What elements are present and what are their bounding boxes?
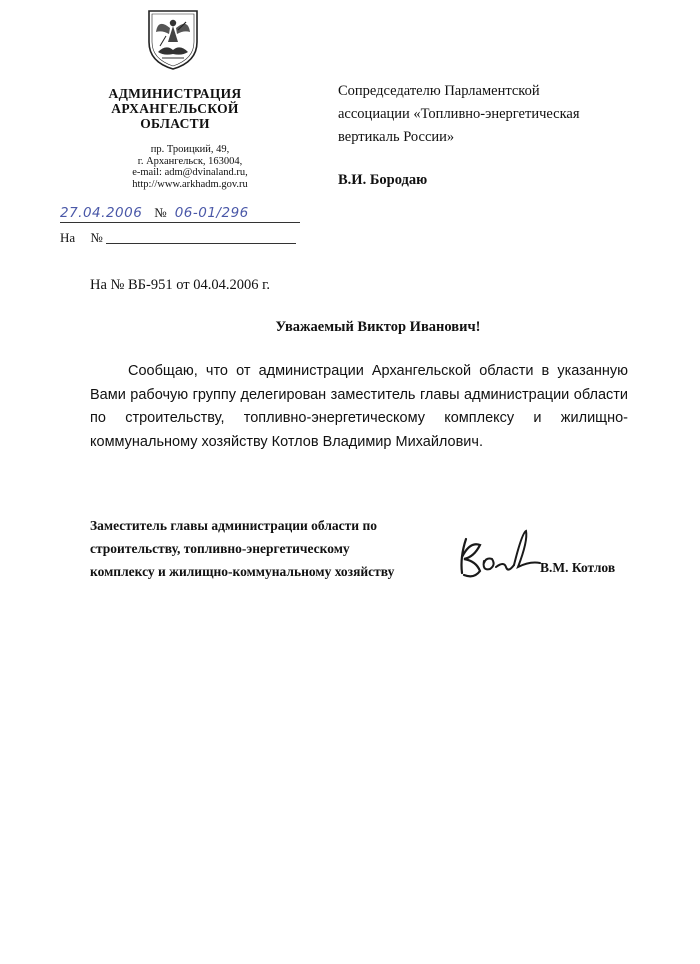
outgoing-number-line: [60, 204, 305, 222]
incoming-label: На: [60, 230, 76, 245]
reference-line: На № ВБ-951 от 04.04.2006 г.: [90, 277, 271, 293]
incoming-underline: [106, 243, 296, 244]
recipient-line: ассоциации «Топливно-энергетическая: [338, 106, 580, 122]
address-line: г. Архангельск, 163004,: [137, 155, 243, 167]
coat-of-arms-emblem: [146, 8, 200, 72]
org-line: ОБЛАСТИ: [140, 116, 210, 131]
address-line: e-mail: adm@dvinaland.ru,: [132, 167, 248, 178]
handwritten-signature: [452, 527, 544, 583]
incoming-number-line: [60, 230, 103, 246]
position-line: комплексу и жилищно-коммунальному хозяйству: [90, 564, 395, 579]
address-line: пр. Троицкий, 49,: [150, 144, 230, 155]
letter-body: Сообщаю, что от администрации Архангельской области в указанную Вами рабочую группу делегирован заместитель главы администрации области по строительству, топливно-энергетическому комплексу и жилищно-коммунальному хозяйству Котлов Владимир Михайлович.: [90, 363, 628, 450]
greeting: Уважаемый Виктор Иванович!: [275, 319, 481, 335]
incoming-number-sign: №: [90, 230, 103, 245]
sender-address: [100, 144, 280, 190]
outgoing-number: 06-01/296: [174, 205, 249, 221]
recipient-block: [338, 80, 678, 149]
sender-org-name: [60, 86, 290, 131]
recipient-name: В.И. Бородаю: [338, 172, 428, 188]
recipient-line: Сопредседателю Парламентской: [338, 83, 540, 99]
address-line: http://www.arkhadm.gov.ru: [132, 178, 248, 190]
recipient-line: вертикаль России»: [338, 129, 455, 145]
org-line: АДМИНИСТРАЦИЯ: [108, 86, 242, 101]
signatory-name: В.М. Котлов: [540, 560, 616, 575]
outgoing-date: 27.04.2006: [60, 205, 143, 221]
signatory-position: [90, 514, 440, 583]
position-line: Заместитель главы администрации области по: [90, 518, 377, 533]
position-line: строительству, топливно-энергетическому: [90, 541, 350, 556]
outgoing-underline: [60, 222, 300, 223]
org-line: АРХАНГЕЛЬСКОЙ: [111, 101, 239, 116]
outgoing-number-sign: №: [154, 205, 167, 220]
